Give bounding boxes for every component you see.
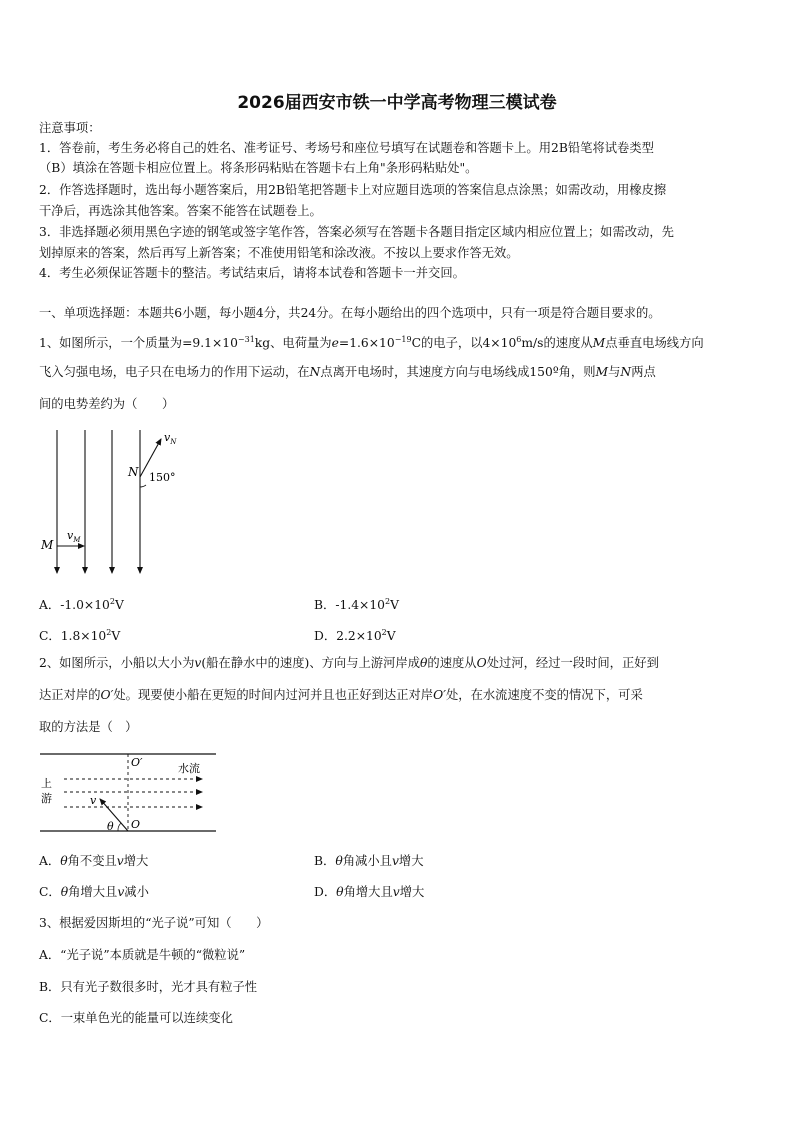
note-line: 3．非选择题必须用黑色字迹的钢笔或签字笔作答，答案必须写在答题卡各题目指定区域内相应位置上；如需改动，先 (39, 225, 674, 239)
notes-heading: 注意事项： (39, 121, 101, 135)
q1-stem-line-2: 飞入匀强电场，电子只在电场力的作用下运动，在N点离开电场时，其速度方向与电场线成150º角，则M与N两点 (39, 365, 656, 379)
label-flow: 水流 (178, 762, 200, 775)
label-N: N (128, 465, 139, 479)
q1-option-d[interactable]: D．$2.2\times 10^2V$ (314, 628, 396, 643)
label-O-prime: O′ (131, 756, 143, 769)
q3-option-b[interactable]: B．只有光子数很多时，光才具有粒子性 (39, 980, 258, 994)
note-line: 2．作答选择题时，选出每小题答案后，用2B铅笔把答题卡上对应题目选项的答案信息点涂黑；如需改动，用橡皮擦 (39, 183, 667, 197)
label-theta: θ (107, 820, 114, 833)
label-vN: $v_N$ (164, 431, 177, 446)
q2-option-a[interactable]: A．θ角不变且v增大 (39, 854, 149, 868)
flow-lines (64, 779, 202, 807)
q3-stem: 3、根据爱因斯坦的“光子说”可知（ ） (39, 916, 269, 930)
q1-stem-line-1: 1、如图所示，一个质量为$=9.1\times 10^{-31}kg$、电荷量为$e=1.6\times 10^{-19}C$的电子，以$4\times 10^6m/s$的速度从M点垂直电场线方向 (39, 335, 704, 350)
theta-arc (118, 823, 121, 831)
note-line: 1．答卷前，考生务必将自己的姓名、准考证号、考场号和座位号填写在试题卷和答题卡上。用2B铅笔将试卷类型 (39, 141, 654, 155)
q2-option-c[interactable]: C．θ角增大且v减小 (39, 885, 149, 899)
q1-field-diagram (30, 425, 220, 585)
label-upstream-2: 游 (41, 792, 52, 805)
label-v: v (90, 794, 97, 807)
q3-option-c[interactable]: C．一束单色光的能量可以连续变化 (39, 1011, 233, 1025)
label-M: M (41, 538, 54, 552)
angle-arc (140, 485, 146, 487)
note-line: 4．考生必须保证答题卡的整洁。考试结束后，请将本试卷和答题卡一并交回。 (39, 266, 465, 280)
label-O: O (131, 818, 141, 831)
q3-option-a[interactable]: A．“光子说”本质就是牛顿的“微粒说” (39, 948, 246, 962)
q2-stem-line-1: 2、如图所示，小船以大小为v(船在静水中的速度)、方向与上游河岸成θ的速度从O处过河，经过一段时间，正好到 (39, 656, 659, 670)
q2-river-diagram (36, 748, 220, 838)
q2-option-d[interactable]: D．θ角增大且v增大 (314, 885, 425, 899)
q1-stem-line-3: 间的电势差约为（ ） (39, 397, 175, 411)
field-lines (57, 430, 140, 573)
label-vM: $v_M$ (67, 529, 81, 544)
boat-velocity-arrow (100, 799, 128, 831)
note-line: 划掉原来的答案，然后再写上新答案；不准使用铅笔和涂改液。不按以上要求作答无效。 (39, 246, 519, 260)
page-title: 2026届西安市铁一中学高考物理三模试卷 (237, 93, 557, 113)
q1-option-c[interactable]: C．$1.8\times 10^2V$ (39, 628, 121, 643)
label-upstream-1: 上 (41, 777, 52, 790)
q2-stem-line-3: 取的方法是（ ） (39, 720, 138, 734)
note-line: 干净后，再选涂其他答案。答案不能答在试题卷上。 (39, 204, 322, 218)
q1-option-b[interactable]: B．$-1.4\times 10^2V$ (314, 597, 399, 612)
q1-option-a[interactable]: A．$-1.0\times 10^2V$ (39, 597, 124, 612)
section-heading: 一、单项选择题：本题共6小题，每小题4分，共24分。在每小题给出的四个选项中，只有一项是符合题目要求的。 (39, 306, 661, 320)
q2-option-b[interactable]: B．θ角减小且v增大 (314, 854, 424, 868)
label-angle: 150° (149, 471, 176, 484)
note-line: （B）填涂在答题卡相应位置上。将条形码粘贴在答题卡右上角"条形码粘贴处"。 (39, 161, 478, 175)
q2-stem-line-2: 达正对岸的O′处。现要使小船在更短的时间内过河并且也正好到达正对岸O′处，在水流速度不变的情况下，可采 (39, 688, 643, 702)
